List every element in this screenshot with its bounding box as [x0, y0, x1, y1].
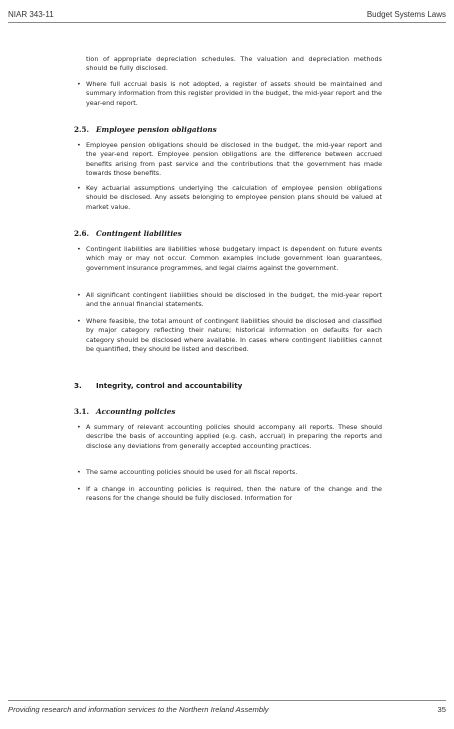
section-heading-2-6	[74, 229, 182, 238]
page-number: 35	[437, 705, 446, 714]
list-item-text: Contingent liabilities are liabilities whose budgetary impact is dependent on future events which may or may not occur. Common examples include government loan guarantees, government insurance programmes, and legal claims against the government.	[86, 245, 382, 272]
list-item	[77, 141, 382, 179]
section-number: 3.	[74, 381, 82, 390]
running-footer	[8, 705, 446, 717]
list-item	[77, 80, 382, 108]
bullet-marker: •	[77, 468, 81, 476]
section-heading-3	[74, 381, 242, 390]
list-item-text: All significant contingent liabilities should be disclosed in the budget, the mid-year report and the annual financial statements.	[86, 291, 382, 309]
list-item	[77, 468, 382, 477]
bullet-marker: •	[77, 317, 81, 325]
section-title: Contingent liabilities	[96, 229, 182, 238]
list-item	[77, 317, 382, 355]
document-reference: NIAR 343-11	[8, 10, 54, 19]
list-item	[77, 245, 382, 273]
list-item-text: Where full accrual basis is not adopted, a register of assets should be maintained and summary information from this register provided in the budget, the mid-year report and the year-end report.	[86, 80, 382, 107]
list-item-text: A summary of relevant accounting policies should accompany all reports. These should describe the basis of accounting applied (e.g. cash, accrual) in preparing the reports and disclose any deviations from generally accepted accounting practices.	[86, 423, 382, 450]
footer-rule	[8, 700, 446, 701]
list-item-text: Key actuarial assumptions underlying the calculation of employee pension obligations should be disclosed. Any assets belonging to employee pension plans should be valued at market value.	[86, 184, 382, 211]
section-title: Integrity, control and accountability	[96, 381, 243, 390]
intro-continuation-paragraph: tion of appropriate depreciation schedules. The valuation and depreciation methods should be fully disclosed.	[86, 55, 382, 73]
list-item-text: Where feasible, the total amount of contingent liabilities should be disclosed and classified by major category reflecting their nature; historical information on defaults for each category should be disclosed where available. In cases where contingent liabilities cannot be quantified, they should be listed and described.	[86, 317, 382, 354]
list-item	[77, 423, 382, 451]
section-title: Employee pension obligations	[96, 125, 217, 134]
bullet-marker: •	[77, 245, 81, 253]
list-item	[77, 485, 382, 504]
bullet-marker: •	[77, 291, 81, 299]
document-title: Budget Systems Laws	[366, 10, 446, 19]
list-item	[77, 184, 382, 212]
footer-tagline: Providing research and information services to the Northern Ireland Assembly	[8, 705, 269, 714]
bullet-marker: •	[77, 141, 81, 149]
list-item	[77, 291, 382, 310]
bullet-marker: •	[77, 423, 81, 431]
bullet-marker: •	[77, 184, 81, 192]
bullet-marker: •	[77, 80, 81, 88]
section-number: 3.1.	[74, 407, 90, 416]
section-heading-2-5	[74, 125, 217, 134]
list-item-text: If a change in accounting policies is required, then the nature of the change and the reasons for the change should be fully disclosed. Information for	[86, 485, 382, 503]
list-item-text: The same accounting policies should be used for all fiscal reports.	[86, 468, 298, 476]
bullet-marker: •	[77, 485, 81, 493]
section-heading-3-1	[74, 407, 175, 416]
list-item-text: Employee pension obligations should be disclosed in the budget, the mid-year report and the year-end report. Employee pension obligations are the difference between accrued benefits arising from past service and the contributions that the government has made towards those benefits.	[86, 141, 382, 178]
section-number: 2.5.	[74, 125, 90, 134]
header-rule	[8, 22, 446, 23]
section-number: 2.6.	[74, 229, 90, 238]
section-title: Accounting policies	[96, 407, 176, 416]
